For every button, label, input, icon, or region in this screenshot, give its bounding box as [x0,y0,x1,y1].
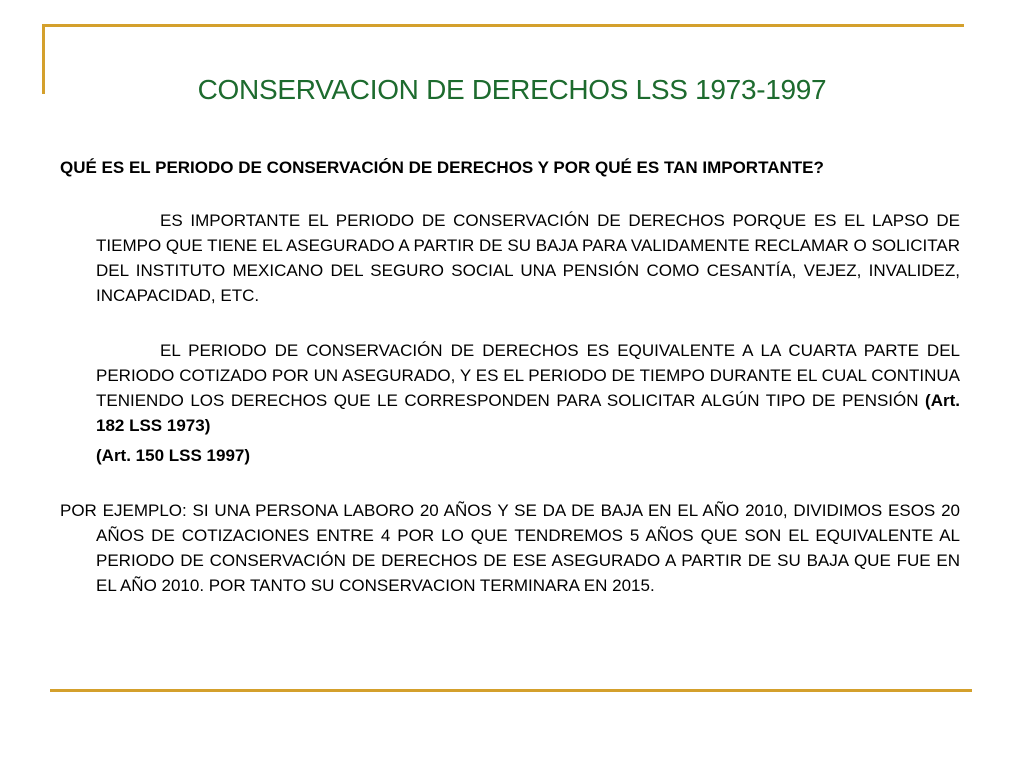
paragraph-definition [60,338,960,438]
question-heading: QUÉ ES EL PERIODO DE CONSERVACIÓN DE DERECHOS Y POR QUÉ ES TAN IMPORTANTE? [60,158,824,177]
frame-bottom-line [50,689,972,692]
paragraph-example: POR EJEMPLO: SI UNA PERSONA LABORO 20 AÑOS Y SE DA DE BAJA EN EL AÑO 2010, DIVIDIMOS ESOS 20 AÑOS DE COTIZACIONES ENTRE 4 POR LO QUE TENDREMOS 5 AÑOS QUE SON EL EQUIVALENTE AL PERIODO DE CONSERVACIÓN DE DERECHOS DE ESE ASEGURADO A PARTIR DE SU BAJA QUE FUE EN EL AÑO 2010. POR TANTO SU CONSERVACION TERMINARA EN 2015. [60,501,960,595]
slide-title: CONSERVACION DE DERECHOS LSS 1973-1997 [197,74,827,105]
frame-top-line [42,24,964,27]
law-reference-1997: (Art. 150 LSS 1997) [96,446,251,465]
paragraph-definition-text: EL PERIODO DE CONSERVACIÓN DE DERECHOS ES EQUIVALENTE A LA CUARTA PARTE DEL PERIODO COTIZADO POR UN ASEGURADO, Y ES EL PERIODO DE TIEMPO DURANTE EL CUAL CONTINUA TENIENDO LOS DERECHOS QUE LE CORRESPONDEN PARA SOLICITAR ALGÚN TIPO DE PENSIÓN [96,341,960,410]
slide-content [60,155,960,598]
paragraph-importance: ES IMPORTANTE EL PERIODO DE CONSERVACIÓN DE DERECHOS PORQUE ES EL LAPSO DE TIEMPO QUE TIENE EL ASEGURADO A PARTIR DE SU BAJA PARA VALIDAMENTE RECLAMAR O SOLICITAR DEL INSTITUTO MEXICANO DEL SEGURO SOCIAL UNA PENSIÓN COMO CESANTÍA, VEJEZ, INVALIDEZ, INCAPACIDAD, ETC. [96,211,960,305]
law-reference-1973: (Art. 182 LSS 1973) [96,391,960,435]
